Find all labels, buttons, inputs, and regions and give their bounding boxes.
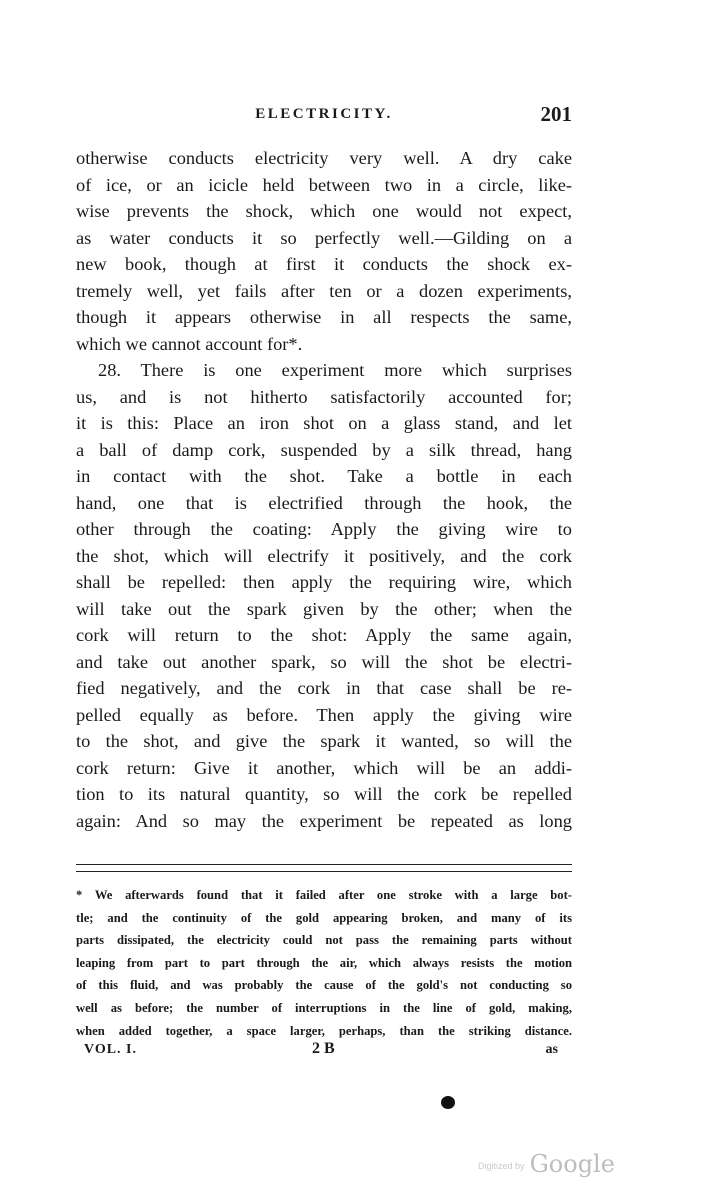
text-line: and take out another spark, so will the shot be electri-	[76, 651, 572, 672]
footnote-divider	[76, 864, 572, 872]
text-line: a ball of damp cork, suspended by a silk thread, hang	[76, 439, 572, 460]
text-line: it is this: Place an iron shot on a glass stand, and let	[76, 413, 572, 433]
footnote	[76, 884, 572, 1042]
footnote-line: parts dissipated, the electricity could not pass the remaining parts without	[76, 933, 572, 948]
ink-blot	[441, 1096, 455, 1109]
catchword: as	[545, 1042, 558, 1057]
footnote-line: * We afterwards found that it failed after one stroke with a large bot-	[76, 888, 572, 902]
text-line: again: And so may the experiment be repeated as long	[76, 810, 572, 831]
text-line: tremely well, yet fails after ten or a dozen experiments,	[76, 280, 572, 301]
signature-mark: 2 B	[312, 1040, 335, 1057]
text-line: the shot, which will electrify it positively, and the cork	[76, 545, 572, 566]
paragraph-28	[76, 357, 572, 834]
text-line: cork return: Give it another, which will be an addi-	[76, 757, 572, 778]
footnote-line: when added together, a space larger, perhaps, than the striking distance.	[76, 1023, 572, 1038]
text-line: cork will return to the shot: Apply the same again,	[76, 625, 572, 645]
footnote-line: well as before; the number of interruptions in the line of gold, making,	[76, 1000, 572, 1015]
footnote-line: of this fluid, and was probably the cause of the gold's not conducting so	[76, 978, 572, 993]
paragraph-continued	[76, 145, 572, 357]
running-head	[76, 102, 572, 132]
text-line: tion to its natural quantity, so will the cork be repelled	[76, 784, 572, 804]
running-title: ELECTRICITY.	[255, 106, 393, 122]
text-line: shall be repelled: then apply the requiring wire, which	[76, 572, 572, 592]
text-line: otherwise conducts electricity very well. A dry cake	[76, 148, 572, 168]
footnote-line: tle; and the continuity of the gold appearing broken, and many of its	[76, 910, 572, 925]
body-text	[76, 145, 572, 834]
digitized-watermark	[478, 1150, 615, 1178]
page-number: 201	[540, 102, 572, 126]
text-line: to the shot, and give the spark it wanted, so will the	[76, 731, 572, 751]
watermark-prefix: Digitized by	[478, 1161, 525, 1171]
text-line: fied negatively, and the cork in that case shall be re-	[76, 678, 572, 698]
text-line: other through the coating: Apply the giving wire to	[76, 519, 572, 539]
text-line: pelled equally as before. Then apply the giving wire	[76, 704, 572, 725]
text-line: though it appears otherwise in all respects the same,	[76, 307, 572, 327]
text-line: of ice, or an icicle held between two in a circle, like-	[76, 174, 572, 195]
watermark-brand: Google	[529, 1150, 615, 1178]
volume-label: VOL. I.	[84, 1042, 138, 1057]
text-line: as water conducts it so perfectly well.—Gilding on a	[76, 227, 572, 248]
signature-line	[76, 1042, 572, 1066]
text-line: 28. There is one experiment more which surprises	[98, 360, 572, 380]
text-line: wise prevents the shock, which one would not expect,	[76, 201, 572, 221]
text-line: hand, one that is electrified through the hook, the	[76, 492, 572, 513]
text-line: which we cannot account for*.	[76, 333, 303, 354]
text-line: us, and is not hitherto satisfactorily accounted for;	[76, 386, 572, 407]
text-line: will take out the spark given by the other; when the	[76, 598, 572, 619]
footnote-line: leaping from part to part through the air, which always resists the motion	[76, 955, 572, 970]
text-line: new book, though at first it conducts the shock ex-	[76, 254, 572, 274]
text-line: in contact with the shot. Take a bottle in each	[76, 466, 572, 486]
